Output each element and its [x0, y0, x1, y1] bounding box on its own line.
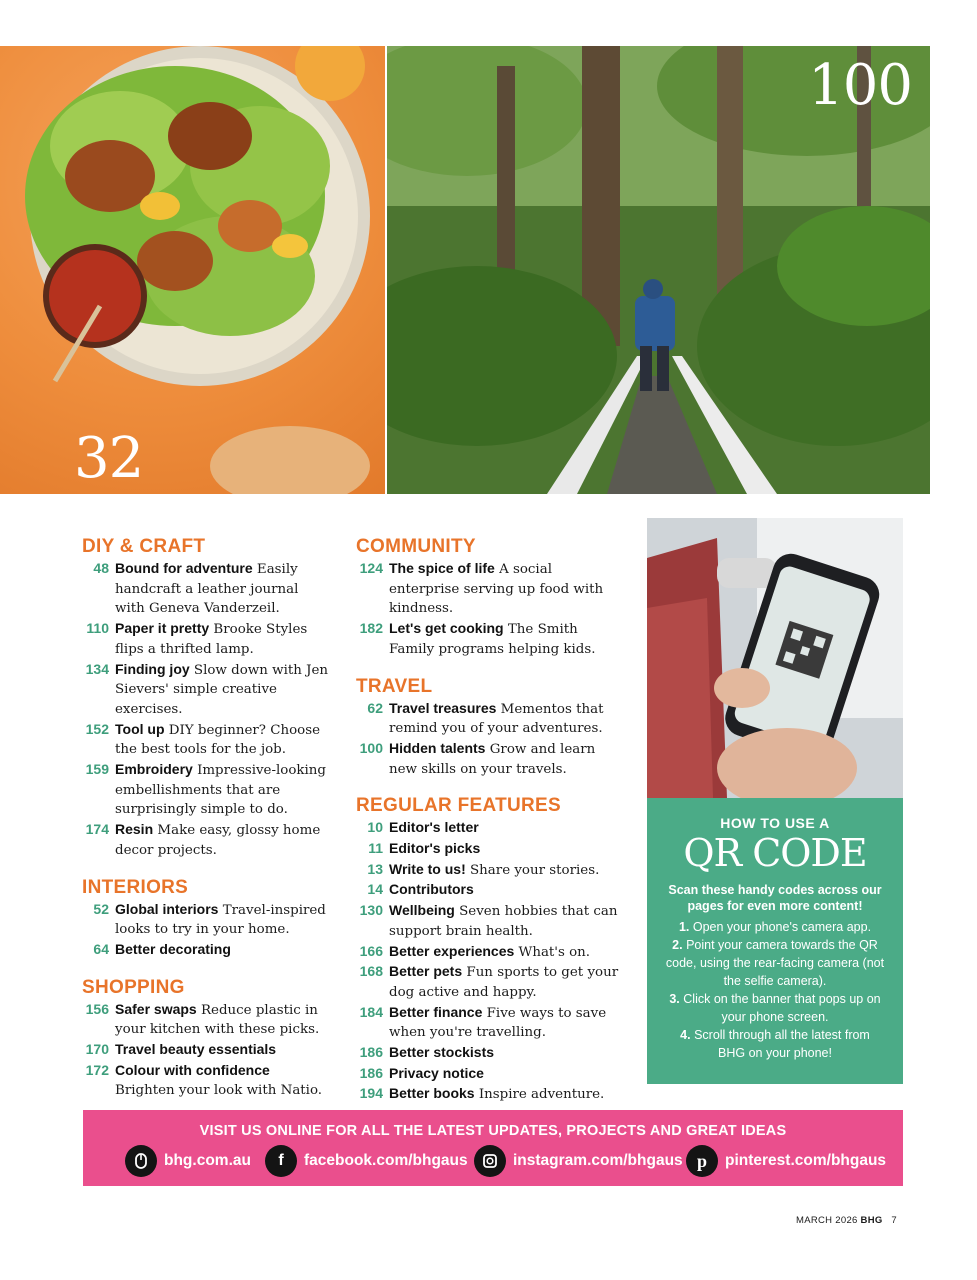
- facebook-link[interactable]: [265, 1145, 468, 1177]
- entry-title: Hidden talents: [389, 739, 486, 756]
- entry-title: Better books: [389, 1085, 475, 1102]
- page-number: 156: [85, 1000, 109, 1017]
- qr-step: [665, 936, 885, 990]
- facebook-icon: f: [265, 1145, 297, 1177]
- entry-title: Better pets: [389, 963, 463, 980]
- section-travel: [356, 676, 626, 780]
- entry-title: Contributors: [389, 881, 474, 898]
- entry-title: Global interiors: [115, 900, 219, 917]
- qr-intro: Scan these handy codes across our pages for even more content!: [668, 883, 882, 913]
- entry-description: Five ways to save when you're travelling.: [389, 1005, 607, 1041]
- forest-page-number: 100: [808, 53, 912, 118]
- phone-illustration: [647, 518, 903, 798]
- step-number: 3.: [669, 992, 680, 1006]
- social-links: [125, 1145, 903, 1177]
- entry-title: Wellbeing: [389, 902, 455, 919]
- section-shopping: [82, 977, 332, 1102]
- qr-step: [665, 1026, 885, 1062]
- page-number: 52: [93, 900, 109, 917]
- entry-title: Better stockists: [389, 1044, 495, 1061]
- toc-entry[interactable]: [82, 820, 332, 860]
- entry-title: The spice of life: [389, 560, 495, 576]
- page-number: 170: [85, 1041, 109, 1058]
- page-number: 11: [368, 840, 383, 857]
- entry-title: Editor's picks: [389, 840, 481, 857]
- food-photo: [0, 46, 385, 494]
- qr-instructions-panel: [647, 798, 903, 1084]
- step-number: 1.: [678, 920, 690, 934]
- step-text: Click on the banner that pops up on your phone screen.: [679, 992, 881, 1024]
- section-heading: DIY & CRAFT: [82, 536, 206, 557]
- section-heading: REGULAR FEATURES: [356, 795, 562, 817]
- page-number: 100: [359, 739, 383, 756]
- toc-entry[interactable]: [82, 1000, 332, 1040]
- entry-description: Travel-inspired looks to try in your home.: [115, 902, 326, 938]
- toc-entry[interactable]: [82, 900, 332, 940]
- qr-title: QR CODE: [683, 831, 867, 875]
- page-number: 64: [93, 940, 109, 957]
- toc-entry[interactable]: [356, 901, 626, 941]
- page-number: 10: [367, 819, 383, 836]
- contents-column-2: [356, 536, 626, 1105]
- toc-entry[interactable]: [356, 559, 626, 619]
- section-heading: TRAVEL: [356, 675, 433, 697]
- page-number: 152: [85, 720, 109, 737]
- section-diy-craft: [82, 536, 332, 861]
- section-heading: SHOPPING: [82, 976, 185, 998]
- page-footer: [796, 1215, 897, 1226]
- footer-date: MARCH 2026: [796, 1215, 861, 1226]
- section-interiors: [82, 877, 332, 961]
- page-number: 186: [359, 1044, 383, 1061]
- qr-step: [665, 990, 885, 1026]
- page-number: 182: [359, 620, 383, 637]
- entry-title: Bound for adventure: [115, 560, 253, 576]
- entry-title: Safer swaps: [115, 1000, 197, 1017]
- entry-description: Brooke Styles flips a thrifted lamp.: [115, 622, 308, 657]
- entry-title: Let's get cooking: [389, 620, 504, 637]
- qr-steps: [665, 918, 885, 1062]
- section-community: [356, 536, 626, 660]
- toc-entry[interactable]: [356, 1043, 626, 1064]
- pinterest-link-text: pinterest.com/bhgaus: [725, 1152, 887, 1169]
- toc-entry[interactable]: [82, 760, 332, 820]
- footer-brand: BHG: [860, 1215, 883, 1226]
- entry-description: The Smith Family programs helping kids.: [389, 622, 596, 657]
- section-heading: COMMUNITY: [356, 536, 476, 557]
- entry-title: Travel treasures: [389, 699, 497, 716]
- toc-entry[interactable]: [356, 942, 626, 963]
- step-number: 2.: [672, 938, 683, 952]
- toc-entry[interactable]: [356, 1064, 626, 1085]
- entry-title: Paper it pretty: [115, 620, 210, 637]
- entry-title: Tool up: [115, 720, 165, 737]
- toc-entry[interactable]: [82, 1061, 332, 1101]
- forest-photo: [387, 46, 930, 494]
- pinterest-link[interactable]: [686, 1145, 886, 1177]
- toc-entry[interactable]: [356, 699, 626, 739]
- toc-entry[interactable]: [82, 720, 332, 760]
- pinterest-icon: p: [686, 1145, 718, 1177]
- step-text: Point your camera towards the QR code, using the rear-facing camera (not the selfie camera).: [665, 938, 885, 988]
- entry-description: Share your stories.: [465, 862, 600, 878]
- entry-title: Better decorating: [115, 940, 231, 957]
- page-number: 124: [359, 560, 383, 576]
- page-number: 13: [367, 860, 383, 877]
- page-number: 168: [359, 963, 383, 980]
- page-number: 110: [86, 620, 109, 637]
- entry-description: Seven hobbies that can support brain health.: [389, 904, 618, 939]
- toc-entry[interactable]: [82, 660, 332, 720]
- page-number: 159: [85, 761, 109, 778]
- entry-description: Grow and learn new skills on your travels.: [389, 741, 596, 777]
- entry-title: Finding joy: [115, 660, 190, 677]
- entry-title: Write to us!: [389, 860, 466, 877]
- entry-title: Resin: [115, 821, 154, 838]
- entry-title: Privacy notice: [389, 1064, 484, 1081]
- entry-description: Make easy, glossy home decor projects.: [115, 823, 321, 858]
- toc-entry[interactable]: [82, 619, 332, 659]
- toc-entry[interactable]: [356, 962, 626, 1002]
- mouse-icon: [125, 1145, 157, 1177]
- toc-entry[interactable]: [356, 1084, 626, 1105]
- instagram-link-text: instagram.com/bhgaus: [513, 1152, 683, 1169]
- entry-title: Better experiences: [389, 942, 515, 959]
- step-text: Scroll through all the latest from BHG on your phone!: [690, 1028, 870, 1060]
- section-heading: INTERIORS: [82, 876, 189, 898]
- qr-how-label: HOW TO USE A: [720, 815, 830, 831]
- page-number: 186: [359, 1064, 383, 1081]
- entry-description: Fun sports to get your dog active and happy.: [389, 965, 619, 1000]
- contents-column-1: [82, 536, 332, 1101]
- toc-entry[interactable]: [356, 739, 626, 779]
- entry-description: Brighten your look with Natio.: [115, 1083, 323, 1099]
- footer-page-number: 7: [891, 1215, 897, 1226]
- entry-description: A social enterprise serving up food with kindness.: [389, 562, 604, 617]
- qr-step: [665, 918, 885, 936]
- toc-entry[interactable]: [82, 559, 332, 619]
- instagram-icon: [474, 1145, 506, 1177]
- instagram-link[interactable]: [474, 1145, 683, 1177]
- entry-description: Impressive-looking embellishments that are surprisingly simple to do.: [115, 763, 326, 818]
- food-page-number: 32: [74, 426, 144, 491]
- website-link-text: bhg.com.au: [164, 1152, 251, 1169]
- toc-entry[interactable]: [356, 839, 626, 860]
- page-number: 194: [359, 1085, 383, 1102]
- entry-title: Colour with confidence: [115, 1061, 270, 1078]
- step-number: 4.: [680, 1028, 691, 1042]
- banner-title: VISIT US ONLINE FOR ALL THE LATEST UPDATES, PROJECTS AND GREAT IDEAS: [199, 1123, 787, 1139]
- page-number: 62: [367, 699, 383, 716]
- page-number: 48: [93, 560, 109, 576]
- toc-entry[interactable]: [356, 860, 626, 881]
- page-number: 174: [85, 821, 109, 838]
- entry-title: Better finance: [389, 1003, 483, 1020]
- page-number: 184: [359, 1003, 383, 1020]
- toc-entry[interactable]: [356, 818, 626, 839]
- entry-description: Reduce plastic in your kitchen with these picks.: [115, 1002, 320, 1038]
- section-regular-features: [356, 795, 626, 1105]
- entry-description: Inspire adventure.: [474, 1087, 605, 1103]
- toc-entry[interactable]: [356, 619, 626, 659]
- entry-title: Embroidery: [115, 761, 193, 778]
- page-number: 130: [359, 902, 383, 919]
- website-link[interactable]: [125, 1145, 251, 1177]
- toc-entry[interactable]: [82, 1040, 332, 1061]
- page-number: 134: [85, 660, 109, 677]
- entry-description: Mementos that remind you of your adventures.: [389, 701, 604, 737]
- toc-entry[interactable]: [356, 1003, 626, 1043]
- qr-phone-photo: [647, 518, 903, 798]
- facebook-link-text: facebook.com/bhgaus: [304, 1152, 468, 1169]
- page-number: 172: [85, 1061, 109, 1078]
- page-number: 14: [367, 881, 383, 898]
- page-number: 166: [359, 942, 383, 959]
- toc-entry[interactable]: [356, 880, 626, 901]
- entry-title: Travel beauty essentials: [115, 1041, 277, 1058]
- visit-online-banner: [83, 1110, 903, 1186]
- food-illustration: [0, 46, 385, 494]
- entry-description: DIY beginner? Choose the best tools for the job.: [115, 722, 321, 758]
- toc-entry[interactable]: [82, 940, 332, 961]
- entry-description: Easily handcraft a leather journal with Geneva Vanderzeil.: [115, 562, 299, 617]
- step-text: Open your phone's camera app.: [689, 920, 872, 934]
- entry-description: What's on.: [514, 944, 591, 960]
- entry-title: Editor's letter: [389, 819, 479, 836]
- entry-description: Slow down with Jen Sievers' simple creative exercises.: [115, 662, 329, 717]
